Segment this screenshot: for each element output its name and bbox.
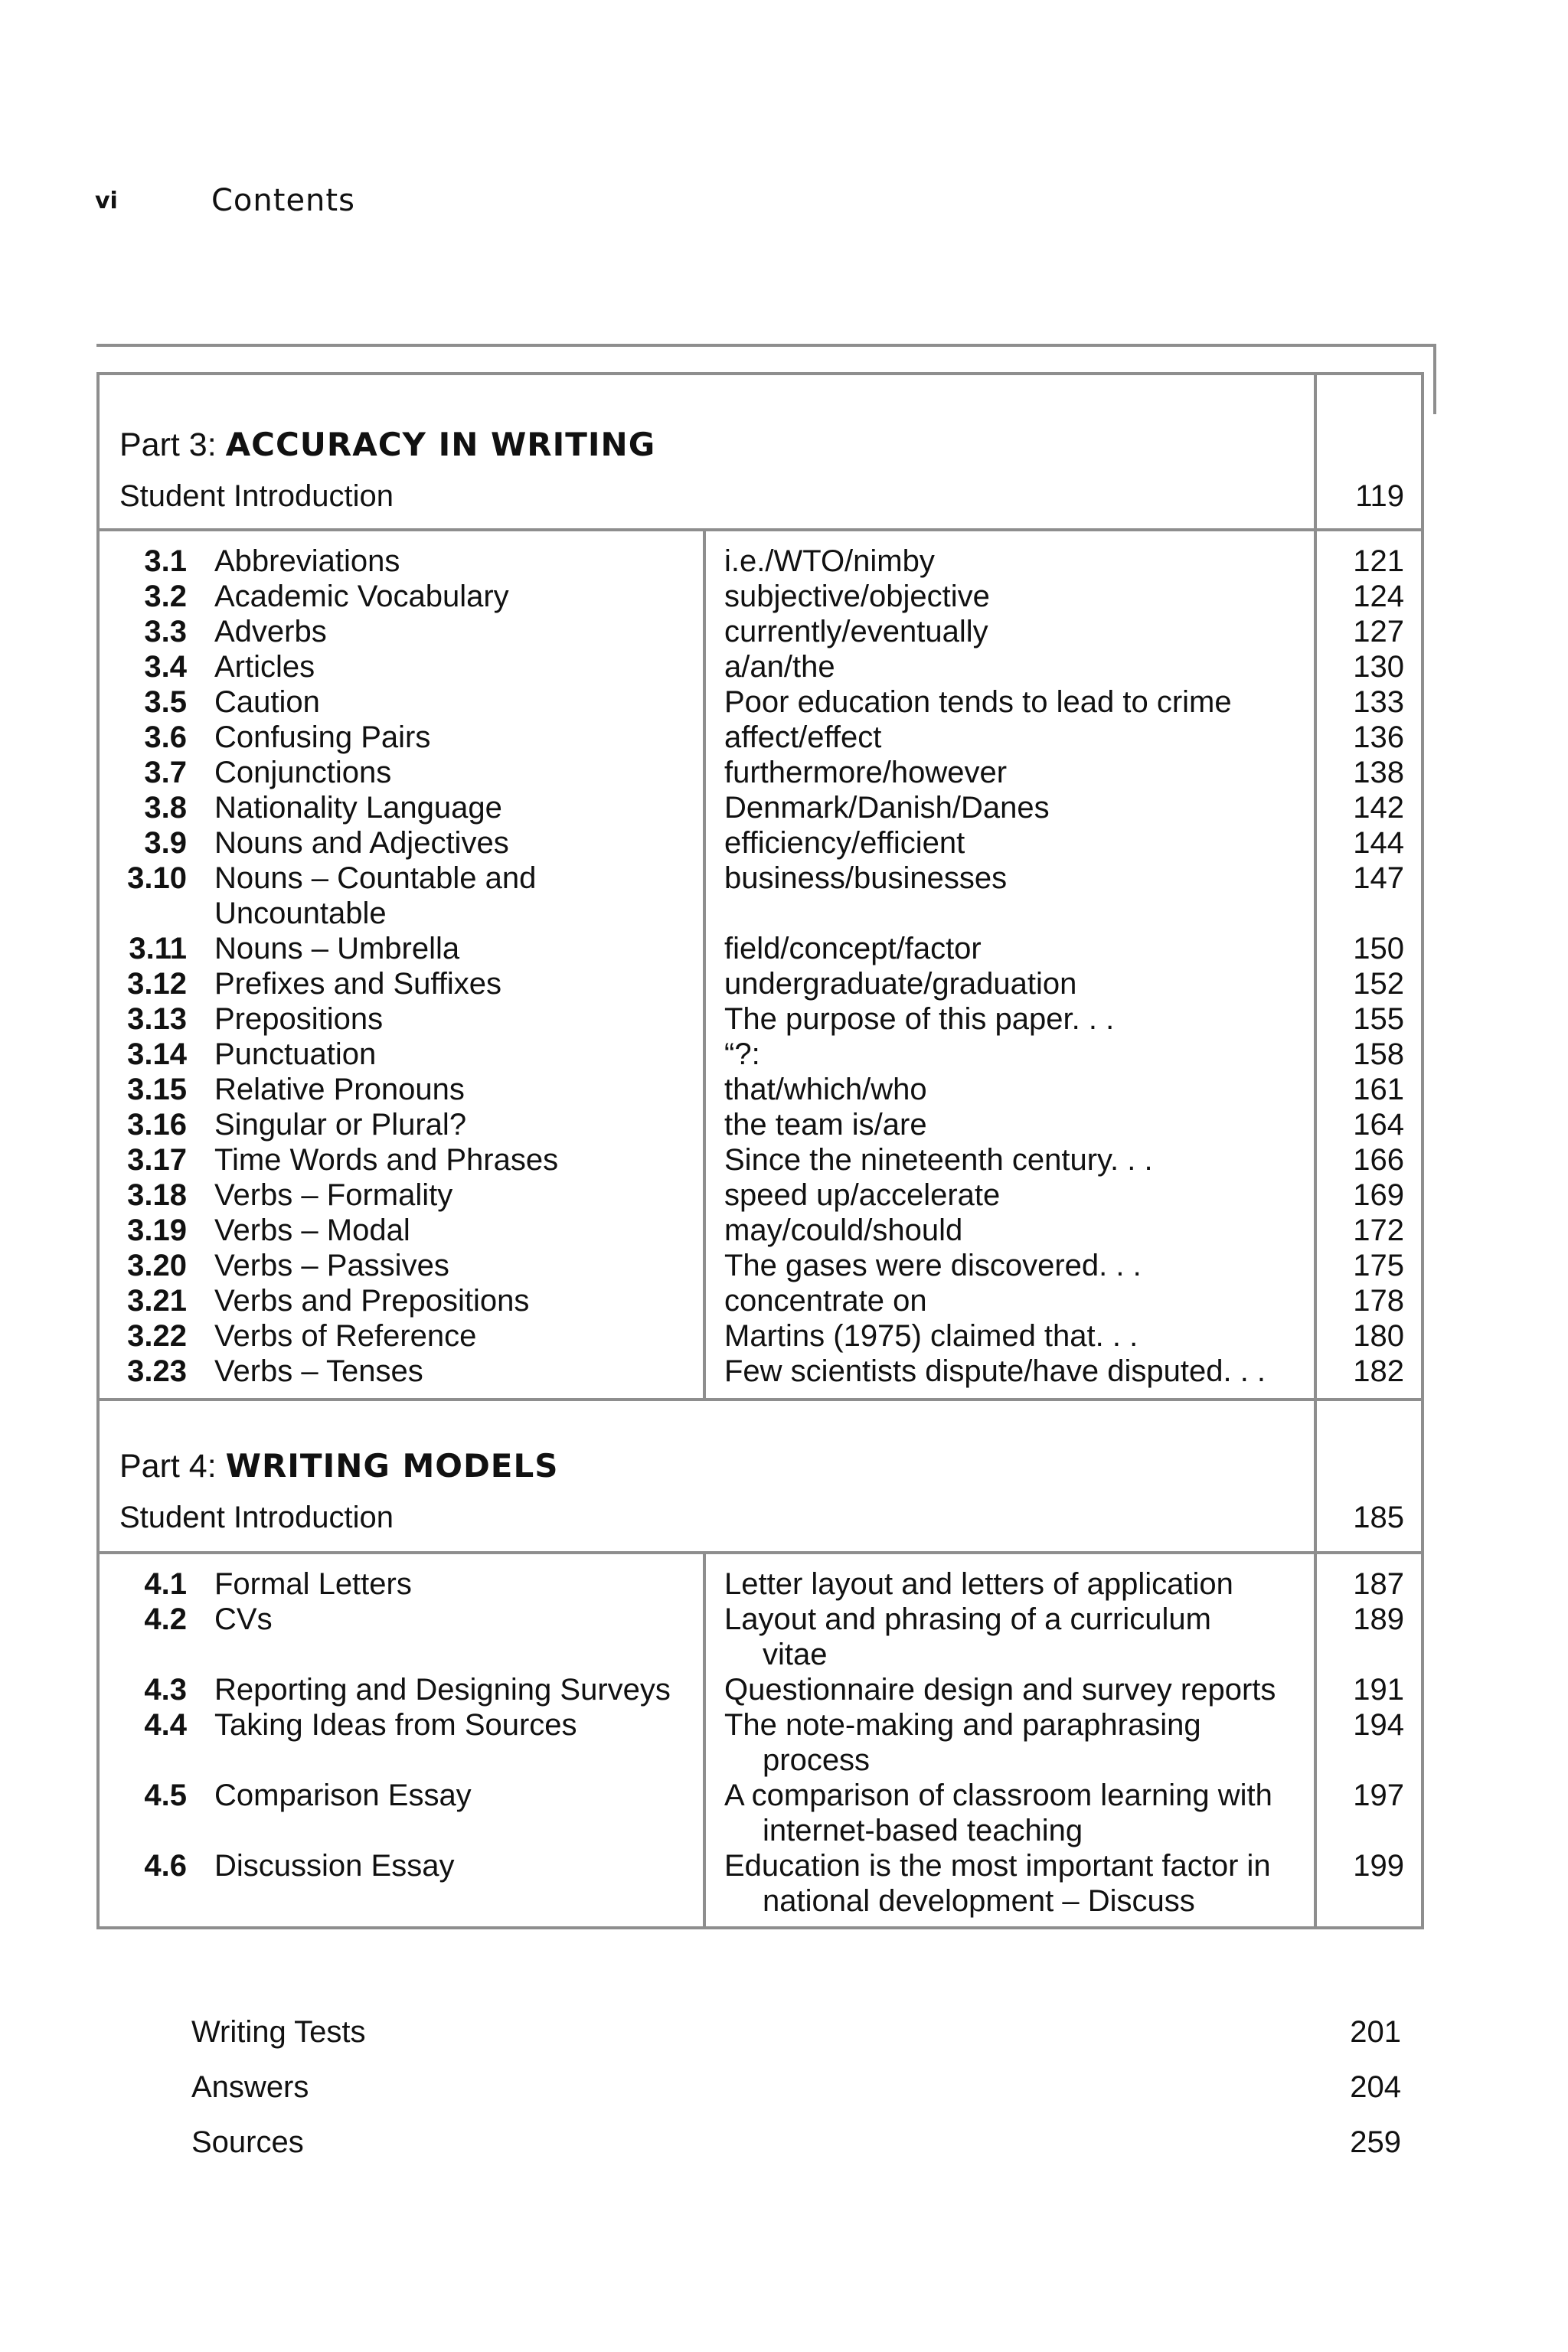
section-topic: [214, 614, 689, 649]
section-topic: [214, 1778, 689, 1813]
section-topic: [214, 544, 689, 579]
section-example: [724, 790, 1306, 825]
section-example: [724, 614, 1306, 649]
section-topic-text: Conjunctions: [214, 756, 392, 789]
section-topic-text: Punctuation: [214, 1037, 377, 1071]
section-topic: [214, 579, 689, 614]
section-topic: [214, 825, 689, 861]
section-topic-text: Taking Ideas from Sources: [214, 1708, 577, 1742]
section-number: 4.2: [144, 1602, 187, 1636]
end-matter-page: 204: [1350, 2070, 1401, 2104]
section-number: 4.4: [144, 1708, 187, 1742]
section-topic-text: Discussion Essay: [214, 1849, 455, 1883]
section-example-text: subjective/objective: [724, 580, 990, 613]
section-example: [724, 1354, 1306, 1389]
section-topic-text: Caution: [214, 685, 320, 719]
section-example: [724, 649, 1306, 684]
section-number: 3.7: [144, 756, 187, 789]
section-page: 172: [1353, 1214, 1404, 1247]
section-topic: [214, 861, 689, 931]
section-number: 3.12: [127, 967, 187, 1001]
section-example: [724, 1072, 1306, 1107]
section-page: 130: [1353, 650, 1404, 684]
section-example: [724, 1283, 1306, 1318]
section-example: [724, 755, 1306, 790]
section-example-text: i.e./WTO/nimby: [724, 544, 935, 578]
section-page: 127: [1353, 615, 1404, 648]
section-topic-text: Academic Vocabulary: [214, 580, 509, 613]
section-topic: [214, 931, 689, 966]
section-example-text: The purpose of this paper. . .: [724, 1002, 1115, 1036]
section-example-text: currently/eventually: [724, 615, 988, 648]
section-example: [724, 931, 1306, 966]
section-number: 3.5: [144, 685, 187, 719]
section-example-text: efficiency/efficient: [724, 826, 965, 860]
section-example: [724, 861, 1306, 896]
section-topic-cont: Uncountable: [214, 897, 387, 930]
section-page: 166: [1353, 1143, 1404, 1177]
section-topic-text: Formal Letters: [214, 1567, 412, 1601]
section-page: 147: [1353, 861, 1404, 895]
section-example-text: affect/effect: [724, 720, 882, 754]
section-topic: [214, 1707, 689, 1743]
part4-example-divider: [703, 1551, 706, 1926]
section-topic: [214, 684, 689, 720]
section-topic-text: Verbs and Prepositions: [214, 1284, 530, 1318]
section-example: [724, 1248, 1306, 1283]
section-example: [724, 1037, 1306, 1072]
section-example: [724, 684, 1306, 720]
section-number: 3.21: [127, 1284, 187, 1318]
section-number: 3.17: [127, 1143, 187, 1177]
section-example: [724, 1672, 1306, 1707]
section-number: 4.3: [144, 1673, 187, 1707]
part3-end-divider: [100, 1398, 1421, 1401]
section-example-text: The gases were discovered. . .: [724, 1249, 1142, 1282]
end-matter-label: Answers: [191, 2070, 309, 2104]
section-number: 3.19: [127, 1214, 187, 1247]
section-number: 3.9: [144, 826, 187, 860]
section-topic: [214, 1283, 689, 1318]
section-example-text: furthermore/however: [724, 756, 1008, 789]
top-rule: [96, 344, 1436, 347]
section-example: [724, 579, 1306, 614]
section-topic: [214, 1072, 689, 1107]
section-topic-text: Verbs – Modal: [214, 1214, 410, 1247]
section-example-text: undergraduate/graduation: [724, 967, 1077, 1001]
part4-title: WRITING MODELS: [225, 1447, 559, 1485]
section-topic: [214, 1672, 689, 1707]
section-page: 199: [1353, 1849, 1404, 1883]
section-number: 4.5: [144, 1779, 187, 1812]
page-number: vi: [95, 187, 118, 214]
section-page: 187: [1353, 1567, 1404, 1601]
section-page: 155: [1353, 1002, 1404, 1036]
section-page: 144: [1353, 826, 1404, 860]
section-page: 194: [1353, 1708, 1404, 1742]
part4-intro-page: 185: [1353, 1501, 1404, 1534]
section-example-text: Poor education tends to lead to crime: [724, 685, 1232, 719]
section-example-text: Few scientists dispute/have disputed. . .: [724, 1354, 1266, 1388]
section-number: 3.18: [127, 1178, 187, 1212]
section-topic-text: Nouns and Adjectives: [214, 826, 509, 860]
section-topic: [214, 720, 689, 755]
section-example-text: Questionnaire design and survey reports: [724, 1673, 1276, 1707]
section-example-text: the team is/are: [724, 1108, 927, 1142]
section-example-text: Layout and phrasing of a curriculum: [724, 1602, 1211, 1636]
section-page: 180: [1353, 1319, 1404, 1353]
section-number: 3.22: [127, 1319, 187, 1353]
section-topic: [214, 1602, 689, 1637]
section-example-text: Letter layout and letters of application: [724, 1567, 1233, 1601]
section-number: 3.6: [144, 720, 187, 754]
section-topic: [214, 1107, 689, 1142]
section-example-text: a/an/the: [724, 650, 835, 684]
end-matter-label: Sources: [191, 2125, 304, 2159]
section-page: 152: [1353, 967, 1404, 1001]
section-example: [724, 1213, 1306, 1248]
section-topic-text: Articles: [214, 650, 315, 684]
section-number: 3.2: [144, 580, 187, 613]
section-page: 158: [1353, 1037, 1404, 1071]
contents-table: [96, 372, 1424, 1929]
section-topic-text: Singular or Plural?: [214, 1108, 467, 1142]
section-number: 3.11: [129, 932, 187, 965]
section-example: [724, 720, 1306, 755]
section-example-text: Education is the most important factor in: [724, 1849, 1271, 1883]
section-topic: [214, 1001, 689, 1037]
section-number: 4.1: [144, 1567, 187, 1601]
section-number: 3.13: [127, 1002, 187, 1036]
section-topic-text: Verbs – Passives: [214, 1249, 449, 1282]
section-topic: [214, 966, 689, 1001]
section-example-text: “?:: [724, 1037, 760, 1071]
part3-intro-divider: [100, 528, 1421, 531]
section-example: [724, 825, 1306, 861]
part4-intro-divider: [100, 1551, 1421, 1554]
section-example: [724, 1848, 1306, 1919]
section-topic: [214, 1178, 689, 1213]
section-example: [724, 1318, 1306, 1354]
section-topic: [214, 1142, 689, 1178]
section-number: 3.14: [127, 1037, 187, 1071]
section-topic: [214, 649, 689, 684]
section-example: [724, 544, 1306, 579]
section-page: 124: [1353, 580, 1404, 613]
part3-title: ACCURACY IN WRITING: [225, 426, 656, 463]
part4-label: Part 4:: [119, 1448, 217, 1485]
section-topic-text: Verbs – Formality: [214, 1178, 453, 1212]
section-page: 182: [1353, 1354, 1404, 1388]
section-example-text: Denmark/Danish/Danes: [724, 791, 1050, 825]
part4-heading: [119, 1447, 559, 1485]
section-number: 3.16: [127, 1108, 187, 1142]
section-example-cont: vitae: [763, 1638, 828, 1671]
section-page: 161: [1353, 1073, 1404, 1106]
section-topic: [214, 1848, 689, 1883]
section-topic: [214, 1037, 689, 1072]
section-example: [724, 1707, 1306, 1778]
section-topic-text: Reporting and Designing Surveys: [214, 1673, 671, 1707]
section-topic-text: Abbreviations: [214, 544, 400, 578]
section-page: 169: [1353, 1178, 1404, 1212]
section-topic-text: Nouns – Countable and: [214, 861, 537, 895]
section-page: 197: [1353, 1779, 1404, 1812]
section-number: 3.1: [144, 544, 187, 578]
section-page: 150: [1353, 932, 1404, 965]
section-topic-text: Nationality Language: [214, 791, 502, 825]
part4-intro-label: Student Introduction: [119, 1501, 394, 1534]
section-number: 3.3: [144, 615, 187, 648]
section-example: [724, 1178, 1306, 1213]
end-matter-label: Writing Tests: [191, 2015, 366, 2049]
end-matter-page: 259: [1350, 2125, 1401, 2159]
section-example-text: that/which/who: [724, 1073, 927, 1106]
section-topic-text: Prepositions: [214, 1002, 384, 1036]
section-number: 3.8: [144, 791, 187, 825]
section-example-cont: national development – Discuss: [763, 1884, 1195, 1918]
section-number: 4.6: [144, 1849, 187, 1883]
section-topic: [214, 755, 689, 790]
section-topic-text: Confusing Pairs: [214, 720, 431, 754]
section-page: 138: [1353, 756, 1404, 789]
section-topic-text: Prefixes and Suffixes: [214, 967, 502, 1001]
section-example: [724, 1001, 1306, 1037]
section-number: 3.20: [127, 1249, 187, 1282]
section-example-text: business/businesses: [724, 861, 1008, 895]
part3-heading: [119, 426, 655, 464]
section-topic-text: Adverbs: [214, 615, 327, 648]
section-topic: [214, 1213, 689, 1248]
section-page: 136: [1353, 720, 1404, 754]
section-number: 3.15: [127, 1073, 187, 1106]
section-number: 3.10: [127, 861, 187, 895]
section-topic-text: Verbs – Tenses: [214, 1354, 423, 1388]
section-topic-text: CVs: [214, 1602, 273, 1636]
section-example-cont: process: [763, 1743, 871, 1777]
end-matter-page: 201: [1350, 2015, 1401, 2049]
section-topic-text: Relative Pronouns: [214, 1073, 465, 1106]
section-topic-text: Comparison Essay: [214, 1779, 472, 1812]
section-topic-text: Verbs of Reference: [214, 1319, 477, 1353]
section-page: 133: [1353, 685, 1404, 719]
section-example-text: field/concept/factor: [724, 932, 982, 965]
section-topic: [214, 1354, 689, 1389]
section-topic-text: Nouns – Umbrella: [214, 932, 460, 965]
section-page: 121: [1353, 544, 1404, 578]
section-topic: [214, 1248, 689, 1283]
section-example: [724, 1602, 1306, 1672]
section-page: 142: [1353, 791, 1404, 825]
section-page: 191: [1353, 1673, 1404, 1707]
section-example-text: The note-making and paraphrasing: [724, 1708, 1201, 1742]
section-example-text: speed up/accelerate: [724, 1178, 1001, 1212]
section-topic: [214, 1566, 689, 1602]
section-example: [724, 1107, 1306, 1142]
section-page: 178: [1353, 1284, 1404, 1318]
section-example: [724, 1778, 1306, 1848]
section-number: 3.4: [144, 650, 187, 684]
section-page: 175: [1353, 1249, 1404, 1282]
part3-intro-label: Student Introduction: [119, 479, 394, 513]
part3-example-divider: [703, 528, 706, 1401]
section-example-text: may/could/should: [724, 1214, 963, 1247]
section-example: [724, 1566, 1306, 1602]
section-example: [724, 966, 1306, 1001]
running-head-title: Contents: [211, 183, 355, 218]
section-number: 3.23: [127, 1354, 187, 1388]
section-example-text: Since the nineteenth century. . .: [724, 1143, 1153, 1177]
section-example-cont: internet-based teaching: [763, 1814, 1083, 1847]
top-rule-tick: [1433, 344, 1436, 414]
part3-intro-page: 119: [1355, 479, 1404, 513]
section-example: [724, 1142, 1306, 1178]
section-example-text: A comparison of classroom learning with: [724, 1779, 1272, 1812]
running-head: [95, 181, 355, 220]
section-topic: [214, 790, 689, 825]
section-example-text: concentrate on: [724, 1284, 927, 1318]
section-topic-text: Time Words and Phrases: [214, 1143, 559, 1177]
section-example-text: Martins (1975) claimed that. . .: [724, 1319, 1138, 1353]
section-topic: [214, 1318, 689, 1354]
section-page: 189: [1353, 1602, 1404, 1636]
part3-label: Part 3:: [119, 426, 217, 463]
section-page: 164: [1353, 1108, 1404, 1142]
